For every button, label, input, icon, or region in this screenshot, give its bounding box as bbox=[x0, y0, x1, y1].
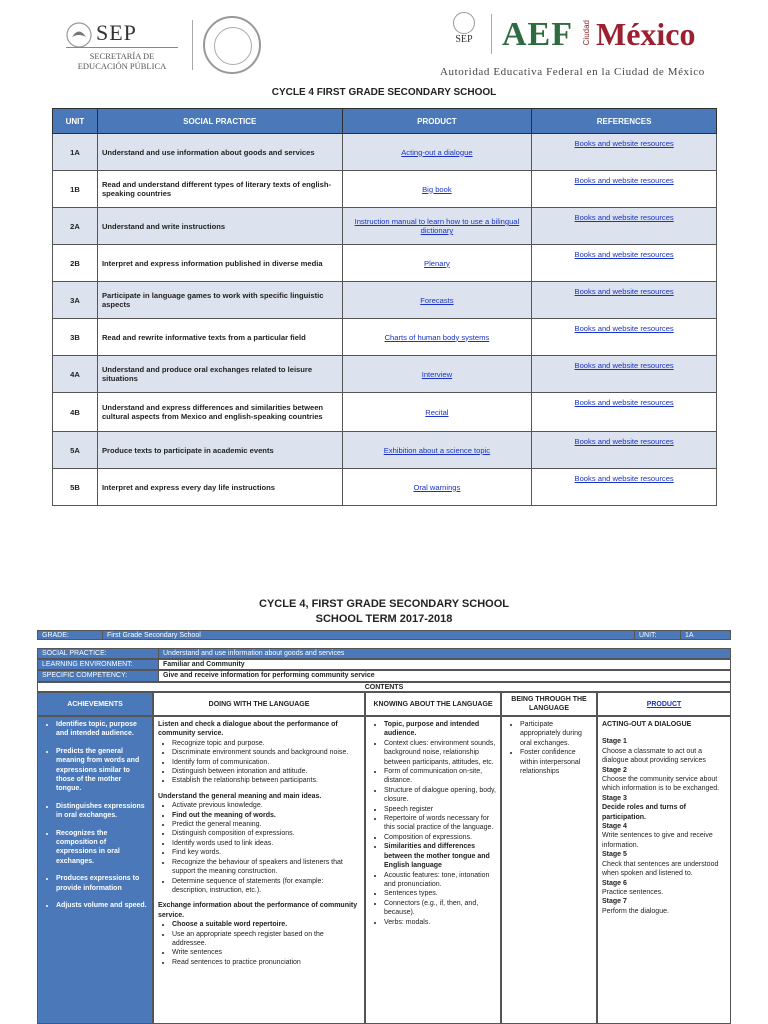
units-table-header bbox=[53, 109, 717, 134]
achievement-item: • Recognizes the composition of expressions in oral exchanges. bbox=[56, 829, 148, 867]
knowing-column bbox=[365, 716, 501, 1024]
header-references: REFERENCES bbox=[532, 109, 717, 134]
doing-item: • Recognize the behaviour of speakers and listeners that support the meaning construction. bbox=[172, 858, 360, 877]
knowing-item: • Verbs: modals. bbox=[384, 918, 496, 927]
product-link[interactable]: Instruction manual to learn how to use a bilingual dictionary bbox=[342, 208, 532, 245]
achievement-item: • Produces expressions to provide information bbox=[56, 874, 148, 893]
doing-item: • Find key words. bbox=[172, 848, 360, 857]
unit-value: 1A bbox=[680, 631, 730, 639]
doing-item: • Recognize topic and purpose. bbox=[172, 739, 360, 748]
doing-item: • Predict the general meaning. bbox=[172, 820, 360, 829]
header-knowing: KNOWING ABOUT THE LANGUAGE bbox=[365, 692, 501, 716]
unit-cell: 3A bbox=[53, 282, 98, 319]
social-practice-cell: Produce texts to participate in academic events bbox=[97, 432, 342, 469]
unit-cell: 2A bbox=[53, 208, 98, 245]
grade-row bbox=[37, 630, 731, 640]
product-column bbox=[597, 716, 731, 1024]
stage-label: Stage 5 bbox=[602, 851, 627, 859]
learning-environment-label: LEARNING ENVIRONMENT: bbox=[38, 660, 158, 669]
grade-label: GRADE: bbox=[38, 631, 102, 639]
doing-item: • Distinguish composition of expressions. bbox=[172, 829, 360, 838]
stage-text: Decide roles and turns of participation. bbox=[602, 804, 687, 821]
header-divider-2 bbox=[491, 14, 492, 54]
social-practice-label: SOCIAL PRACTICE: bbox=[38, 649, 158, 658]
product-link[interactable]: Exhibition about a science topic bbox=[342, 432, 532, 469]
social-practice-cell: Read and understand different types of literary texts of english-speaking countries bbox=[97, 171, 342, 208]
references-link[interactable]: Books and website resources bbox=[532, 356, 717, 393]
doing-item: • Identify form of communication. bbox=[172, 758, 360, 767]
header-product: PRODUCT bbox=[342, 109, 532, 134]
sep-logo-text: SEP bbox=[96, 20, 137, 45]
header-social-practice: SOCIAL PRACTICE bbox=[97, 109, 342, 134]
knowing-item: • Form of communication on-site, distance. bbox=[384, 767, 496, 786]
table1-title: CYCLE 4 FIRST GRADE SECONDARY SCHOOL bbox=[271, 87, 497, 98]
knowing-item: • Connectors (e.g., if, then, and, because). bbox=[384, 899, 496, 918]
knowing-item: • Similarities and differences between the mother tongue and English language bbox=[384, 842, 496, 870]
references-link[interactable]: Books and website resources bbox=[532, 134, 717, 171]
social-practice-cell: Understand and produce oral exchanges related to leisure situations bbox=[97, 356, 342, 393]
mexico-logo: México bbox=[596, 16, 696, 52]
unit-cell: 3B bbox=[53, 319, 98, 356]
achievement-item: • Distinguishes expressions in oral exchanges. bbox=[56, 802, 148, 821]
social-practice-row bbox=[37, 648, 731, 659]
references-link[interactable]: Books and website resources bbox=[532, 393, 717, 432]
social-practice-cell: Understand and express differences and similarities between cultural aspects from Mexico and english-speaking countries bbox=[97, 393, 342, 432]
unit-cell: 1B bbox=[53, 171, 98, 208]
content-columns bbox=[37, 716, 731, 1024]
column-headers bbox=[37, 692, 731, 716]
header-doing: DOING WITH THE LANGUAGE bbox=[153, 692, 365, 716]
stage-text: Write sentences to give and receive information. bbox=[602, 832, 713, 849]
table2-subtitle: SCHOOL TERM 2017-2018 bbox=[315, 613, 453, 625]
table-row bbox=[53, 432, 717, 469]
social-practice-cell: Interpret and express every day life instructions bbox=[97, 469, 342, 506]
doing-item: • Activate previous knowledge. bbox=[172, 801, 360, 810]
product-link[interactable]: Interview bbox=[342, 356, 532, 393]
sep-small-eagle-icon bbox=[453, 12, 475, 34]
doing-section-1-title: Listen and check a dialogue about the performance of community service. bbox=[158, 721, 338, 738]
references-link[interactable]: Books and website resources bbox=[532, 432, 717, 469]
doing-item: • Determine sequence of statements (for example: description, instruction, etc.). bbox=[172, 877, 360, 896]
learning-environment-value: Familiar and Community bbox=[158, 660, 730, 669]
doing-item: • Write sentences bbox=[172, 948, 360, 957]
knowing-item: • Topic, purpose and intended audience. bbox=[384, 720, 496, 739]
product-link[interactable]: Forecasts bbox=[342, 282, 532, 319]
sep-small-text: SEP bbox=[455, 34, 473, 45]
unit-cell: 1A bbox=[53, 134, 98, 171]
product-link[interactable]: Oral warnings bbox=[342, 469, 532, 506]
social-practice-value: Understand and use information about goods and services bbox=[158, 649, 730, 658]
references-link[interactable]: Books and website resources bbox=[532, 171, 717, 208]
table2-title: CYCLE 4, FIRST GRADE SECONDARY SCHOOL bbox=[259, 598, 509, 610]
specific-competency-label: SPECIFIC COMPETENCY: bbox=[38, 671, 158, 681]
product-link[interactable]: Acting-out a dialogue bbox=[342, 134, 532, 171]
stage-text: Practice sentences. bbox=[602, 888, 664, 896]
autoridad-label: Autoridad Educativa Federal en la Ciudad de México bbox=[440, 66, 705, 78]
achievements-column bbox=[37, 716, 153, 1024]
knowing-item: • Structure of dialogue opening, body, closure. bbox=[384, 786, 496, 805]
ciudad-label: Ciudad bbox=[582, 20, 591, 46]
doing-item: • Use an appropriate speech register based on the addressee. bbox=[172, 930, 360, 949]
specific-competency-value: Give and receive information for performing community service bbox=[158, 671, 730, 681]
table-row bbox=[53, 469, 717, 506]
doing-item: • Identify words used to link ideas. bbox=[172, 839, 360, 848]
doing-item: • Distinguish between intonation and attitude. bbox=[172, 767, 360, 776]
social-practice-cell: Interpret and express information published in diverse media bbox=[97, 245, 342, 282]
product-link[interactable]: Recital bbox=[342, 393, 532, 432]
achievement-item: • Adjusts volume and speed. bbox=[56, 901, 148, 910]
doing-item: • Establish the relationship between participants. bbox=[172, 776, 360, 785]
sep-eagle-icon bbox=[64, 20, 94, 50]
knowing-item: • Speech register bbox=[384, 805, 496, 814]
references-link[interactable]: Books and website resources bbox=[532, 319, 717, 356]
header-product-link[interactable]: PRODUCT bbox=[597, 692, 731, 716]
product-link[interactable]: Charts of human body systems bbox=[342, 319, 532, 356]
table-row bbox=[53, 319, 717, 356]
stage-label: Stage 2 bbox=[602, 766, 627, 774]
social-practice-cell: Understand and write instructions bbox=[97, 208, 342, 245]
unit-cell: 5B bbox=[53, 469, 98, 506]
doing-item: • Find out the meaning of words. bbox=[172, 811, 360, 820]
table-row bbox=[53, 171, 717, 208]
table-row bbox=[53, 208, 717, 245]
sep-rule bbox=[66, 47, 178, 48]
references-link[interactable]: Books and website resources bbox=[532, 208, 717, 245]
doing-section-2-title: Understand the general meaning and main ideas. bbox=[158, 792, 322, 800]
being-column bbox=[501, 716, 597, 1024]
unit-cell: 2B bbox=[53, 245, 98, 282]
contents-header: CONTENTS bbox=[37, 682, 731, 692]
table-row bbox=[53, 393, 717, 432]
references-link[interactable]: Books and website resources bbox=[532, 245, 717, 282]
doing-column bbox=[153, 716, 365, 1024]
stage-text: Choose the community service about which information is to be exchanged. bbox=[602, 776, 720, 793]
references-link[interactable]: Books and website resources bbox=[532, 282, 717, 319]
page-header bbox=[0, 0, 768, 84]
social-practice-cell: Participate in language games to work with specific linguistic aspects bbox=[97, 282, 342, 319]
product-link[interactable]: Plenary bbox=[342, 245, 532, 282]
learning-environment-row bbox=[37, 659, 731, 670]
product-title: ACTING-OUT A DIALOGUE bbox=[602, 721, 692, 728]
table-row bbox=[53, 356, 717, 393]
being-item: • Foster confidence within interpersonal relationships bbox=[520, 748, 592, 776]
references-link[interactable]: Books and website resources bbox=[532, 469, 717, 506]
product-link[interactable]: Big book bbox=[342, 171, 532, 208]
social-practice-cell: Understand and use information about goods and services bbox=[97, 134, 342, 171]
unit-cell: 4B bbox=[53, 393, 98, 432]
table-row bbox=[53, 245, 717, 282]
stage-text: Check that sentences are understood when spoken and listened to. bbox=[602, 860, 719, 878]
stage-label: Stage 3 bbox=[602, 794, 627, 802]
unit-label: UNIT: bbox=[634, 631, 680, 639]
unit-cell: 4A bbox=[53, 356, 98, 393]
header-unit: UNIT bbox=[53, 109, 98, 134]
doing-item: • Discriminate environment sounds and background noise. bbox=[172, 748, 360, 757]
stage-label: Stage 4 bbox=[602, 823, 627, 831]
stage-label: Stage 7 bbox=[602, 898, 627, 906]
being-item: • Participate appropriately during oral exchanges. bbox=[520, 720, 592, 748]
achievement-item: • Identifies topic, purpose and intended audience. bbox=[56, 720, 148, 739]
national-seal-icon bbox=[203, 16, 261, 74]
header-achievements: ACHIEVEMENTS bbox=[37, 692, 153, 716]
sep-small-logo bbox=[446, 12, 482, 45]
knowing-item: • Sentences types. bbox=[384, 889, 496, 898]
aef-logo: AEF bbox=[502, 16, 573, 53]
knowing-item: • Repertoire of words necessary for this social practice of the language. bbox=[384, 814, 496, 833]
knowing-item: • Context clues: environment sounds, background noise, relationship between participants, attitudes, etc. bbox=[384, 739, 496, 767]
unit-cell: 5A bbox=[53, 432, 98, 469]
specific-competency-row bbox=[37, 670, 731, 682]
table-row bbox=[53, 134, 717, 171]
stage-label: Stage 1 bbox=[602, 738, 627, 746]
units-table bbox=[52, 108, 717, 506]
grade-value: First Grade Secondary School bbox=[102, 631, 634, 639]
achievement-item: • Predicts the general meaning from words and expressions similar to those of the mother tongue. bbox=[56, 747, 148, 794]
stage-text: Perform the dialogue. bbox=[602, 907, 669, 915]
stage-label: Stage 6 bbox=[602, 879, 627, 887]
social-practice-cell: Read and rewrite informative texts from a particular field bbox=[97, 319, 342, 356]
doing-item: • Read sentences to practice pronunciation bbox=[172, 958, 360, 967]
header-being: BEING THROUGH THE LANGUAGE bbox=[501, 692, 597, 716]
stage-text: Choose a classmate to act out a dialogue about providing services bbox=[602, 747, 706, 765]
header-divider bbox=[192, 20, 193, 70]
doing-section-3-title: Exchange information about the performance of community service. bbox=[158, 902, 358, 919]
knowing-item: • Acoustic features: tone, intonation and pronunciation. bbox=[384, 871, 496, 890]
doing-item: • Choose a suitable word repertoire. bbox=[172, 920, 360, 929]
sep-subtitle: SECRETARÍA DE EDUCACIÓN PÚBLICA bbox=[77, 51, 167, 71]
table-row bbox=[53, 282, 717, 319]
knowing-item: • Composition of expressions. bbox=[384, 833, 496, 842]
